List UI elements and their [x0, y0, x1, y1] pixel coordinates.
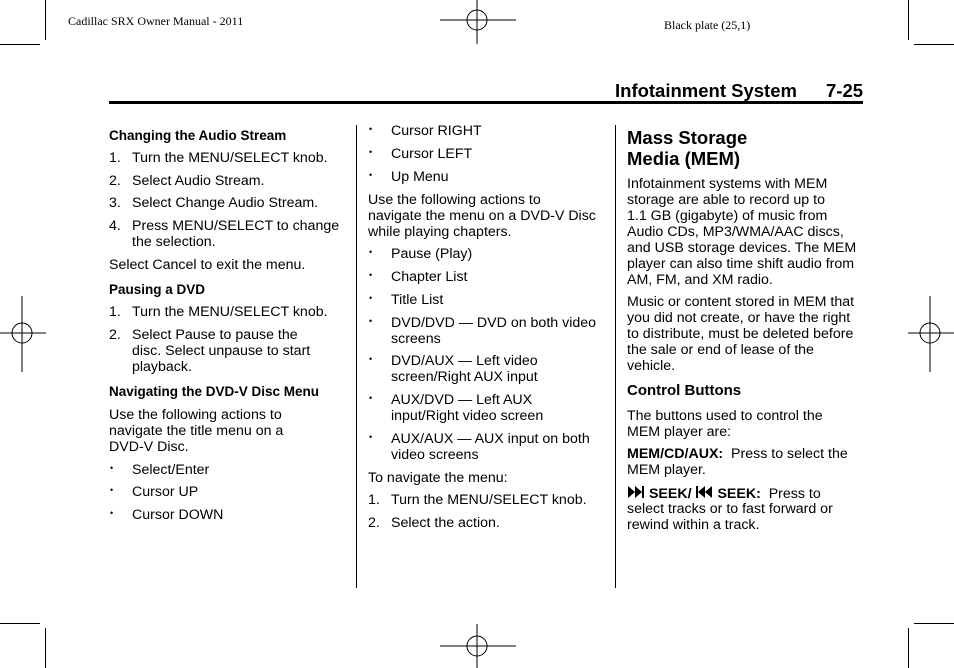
paragraph-line: 1.1 GB (gigabyte) of music from: [627, 208, 828, 224]
heading-control-buttons: Control Buttons: [627, 382, 742, 399]
crop-mark: [908, 628, 909, 668]
crop-mark: [908, 0, 909, 40]
heading-pausing-dvd: Pausing a DVD: [109, 282, 206, 297]
paragraph-line: Use the following actions to: [368, 192, 541, 208]
column-divider: [615, 125, 616, 588]
column-1: Changing the Audio Stream 1. Turn the MENU/SELECT knob. 2. Select Audio Stream. 3. Select Change Audio Stream. 4. Press MENU/SELECT to change the selection. Select Cancel to exit the menu. Pausing a DVD 1. Turn the MENU/SELECT knob. 2. Select Pause to pause the disc. Select unpause to start playback. Navigating the DVD-V Disc Menu Use the following actions to navigate the title menu on a DVD-V Disc. • Select/Enter • Cursor UP • Cursor DOWN: [109, 128, 340, 523]
paragraph-line: AM, FM, and XM radio.: [627, 272, 773, 288]
registration-mark-right: [908, 296, 954, 372]
crop-mark: [0, 44, 40, 45]
registration-mark-left: [0, 296, 46, 372]
mem-cd-aux-line: MEM/CD/AUX: Press to select the: [627, 446, 848, 462]
section-heading-mass-storage-2: Media (MEM): [627, 148, 741, 169]
paragraph-line: storage are able to record up to: [627, 192, 825, 208]
column-2: • Cursor RIGHT • Cursor LEFT • Up Menu Use the following actions to navigate the menu on a DVD-V Disc while playing chapters. • Pause (Play) • Chapter List • Title List • DVD/DVD — DVD on both video screens • DVD/AUX — Left video screen/Right AUX input • AUX/DVD — Left AUX input/Right video screen • AUX/AUX — AUX input on both video screens To navigate the menu: 1. Turn the MENU/SELECT knob. 2. Select the action.: [368, 123, 597, 531]
paragraph-line: while playing chapters.: [368, 224, 512, 240]
paragraph-line: select tracks or to fast forward or: [627, 501, 833, 517]
paragraph-line: MEM player.: [627, 462, 706, 478]
paragraph-line: Use the following actions to: [109, 407, 282, 423]
seek-line: SEEK/ SEEK: Press to: [627, 485, 821, 502]
crop-mark: [0, 623, 40, 624]
paragraph-line: navigate the title menu on a: [109, 423, 284, 439]
section-title: Infotainment System: [615, 80, 797, 101]
to-navigate-text: To navigate the menu:: [368, 470, 508, 486]
seek-label-1: SEEK/: [648, 486, 692, 502]
page-number: 7-25: [826, 80, 864, 101]
heading-audio-stream: Changing the Audio Stream: [109, 128, 287, 143]
paragraph-line: the sale or end of lease of the: [627, 342, 814, 358]
crop-mark: [914, 623, 954, 624]
mem-cd-aux-label: MEM/CD/AUX:: [627, 446, 724, 462]
cancel-text: Select Cancel to exit the menu.: [109, 257, 306, 273]
paragraph-line: navigate the menu on a DVD-V Disc: [368, 208, 596, 224]
column-3: [627, 0, 872, 668]
paragraph-line: DVD-V Disc.: [109, 439, 189, 455]
paragraph-line: Audio CDs, MP3/WMA/AAC discs,: [627, 224, 844, 240]
manual-title: Cadillac SRX Owner Manual - 2011: [68, 14, 244, 28]
section-heading-mass-storage: Mass Storage: [627, 127, 748, 148]
paragraph-line: vehicle.: [627, 358, 676, 374]
paragraph-line: rewind within a track.: [627, 517, 760, 533]
crop-mark: [914, 44, 954, 45]
paragraph-line: and USB storage devices. The MEM: [627, 240, 857, 256]
paragraph-line: The buttons used to control the: [627, 408, 823, 424]
paragraph-line: Music or content stored in MEM that: [627, 294, 855, 310]
heading-navigating-dvd: Navigating the DVD-V Disc Menu: [109, 384, 320, 399]
paragraph-line: player can also time shift audio from: [627, 256, 855, 272]
column-divider: [356, 125, 357, 588]
plate-label: Black plate (25,1): [664, 18, 751, 32]
seek-forward-icon: [627, 485, 645, 499]
crop-mark: [45, 0, 46, 40]
paragraph-line: to distribute, must be deleted before: [627, 326, 854, 342]
paragraph-line: you did not create, or have the right: [627, 310, 851, 326]
crop-mark: [45, 628, 46, 668]
seek-label-2: SEEK:: [717, 486, 761, 502]
seek-back-icon: [695, 485, 713, 499]
paragraph-line: MEM player are:: [627, 424, 732, 440]
paragraph-line: Infotainment systems with MEM: [627, 176, 828, 192]
